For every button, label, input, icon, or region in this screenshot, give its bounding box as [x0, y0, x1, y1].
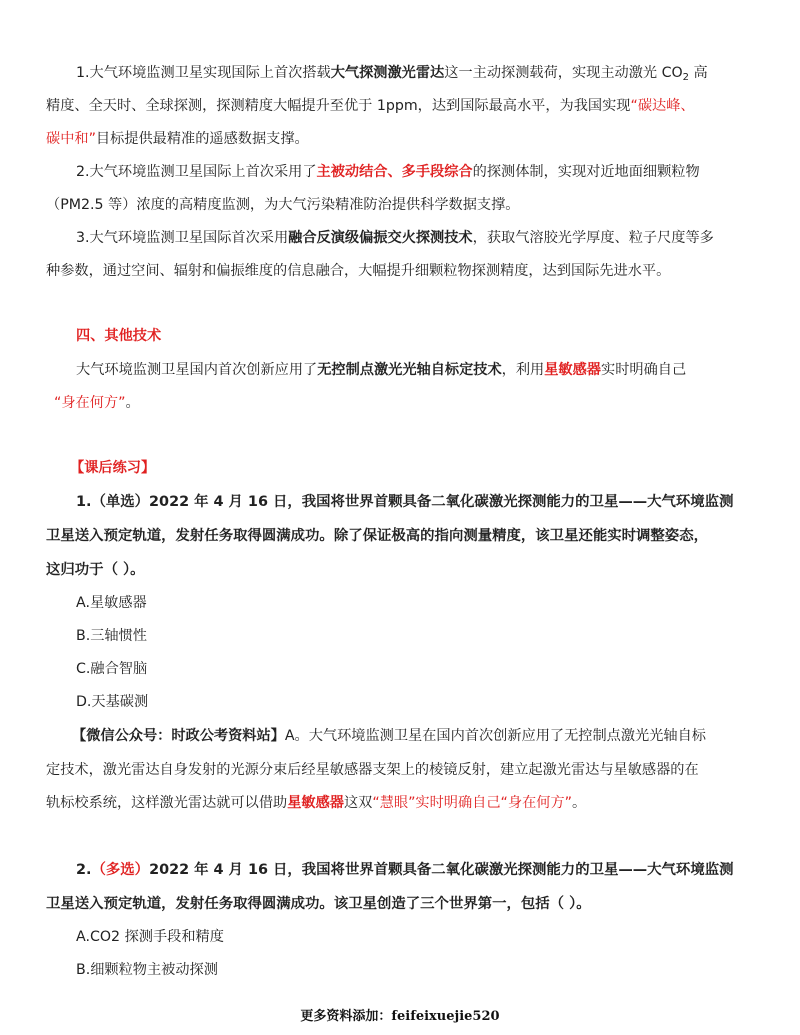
q1-option-b: B.三轴惯性 [76, 628, 147, 644]
p1-line-3: 碳中和”目标提供最精准的遥感数据支撑。 [46, 131, 309, 147]
q1-line-3: 这归功于（ ）。 [46, 562, 145, 578]
section-title-other-tech: 四、其他技术 [76, 328, 162, 344]
p3-line-1: 3.大气环境监测卫星国际首次采用融合反演级偏振交火探测技术，获取气溶胶光学厚度、粒子尺度等多 [76, 230, 714, 246]
p2-line-1: 2.大气环境监测卫星国际上首次采用了主被动结合、多手段综合的探测体制，实现对近地面细颗粒物 [76, 164, 700, 180]
section4-line-2: “身在何方”。 [54, 395, 140, 411]
p1-line-1: 1.大气环境监测卫星实现国际上首次搭载大气探测激光雷达这一主动探测载荷，实现主动激光 $CO_2$ 高 [76, 65, 708, 83]
p1-line-2: 精度、全天时、全球探测，探测精度大幅提升至优于 1ppm，达到国际最高水平，为我国实现“碳达峰、 [46, 98, 695, 114]
q2-option-b: B.细颗粒物主被动探测 [76, 962, 218, 978]
q2-option-a: A.CO2 探测手段和精度 [76, 929, 224, 945]
section4-line-1: 大气环境监测卫星国内首次创新应用了无控制点激光光轴自标定技术，利用星敏感器实时明确自己 [76, 362, 687, 378]
q1-line-2: 卫星送入预定轨道，发射任务取得圆满成功。除了保证极高的指向测量精度，该卫星还能实时调整姿态， [46, 528, 708, 544]
q1-answer-line-2: 定技术，激光雷达自身发射的光源分束后经星敏感器支架上的棱镜反射，建立起激光雷达与星敏感器的在 [46, 762, 699, 778]
q1-option-a: A.星敏感器 [76, 595, 147, 611]
footer-contact: 更多资料添加：feifeixuejie520 [300, 1009, 500, 1024]
q1-answer-line-3: 轨标校系统，这样激光雷达就可以借助星敏感器这双“慧眼”实时明确自己“身在何方”。 [46, 795, 587, 811]
q1-option-d: D.天基碳测 [76, 694, 149, 710]
q1-answer-line-1: 【微信公众号：时政公考资料站】A。大气环境监测卫星在国内首次创新应用了无控制点激光光轴自标 [72, 728, 706, 744]
wechat-source-tag: 【微信公众号：时政公考资料站】 [72, 728, 285, 744]
q1-line-1: 1.（单选）2022 年 4 月 16 日，我国将世界首颗具备二氧化碳激光探测能力的卫星——大气环境监测 [76, 494, 734, 510]
q1-option-c: C.融合智脑 [76, 661, 148, 677]
p3-line-2: 种参数，通过空间、辐射和偏振维度的信息融合，大幅提升细颗粒物探测精度，达到国际先进水平。 [46, 263, 671, 279]
q2-line-1: 2.（多选）2022 年 4 月 16 日，我国将世界首颗具备二氧化碳激光探测能力的卫星——大气环境监测 [76, 862, 734, 878]
q2-line-2: 卫星送入预定轨道，发射任务取得圆满成功。该卫星创造了三个世界第一，包括（ ）。 [46, 896, 591, 912]
p2-line-2: （PM2.5 等）浓度的高精度监测，为大气污染精准防治提供科学数据支撑。 [46, 197, 520, 213]
exercise-title: 【课后练习】 [70, 460, 156, 476]
